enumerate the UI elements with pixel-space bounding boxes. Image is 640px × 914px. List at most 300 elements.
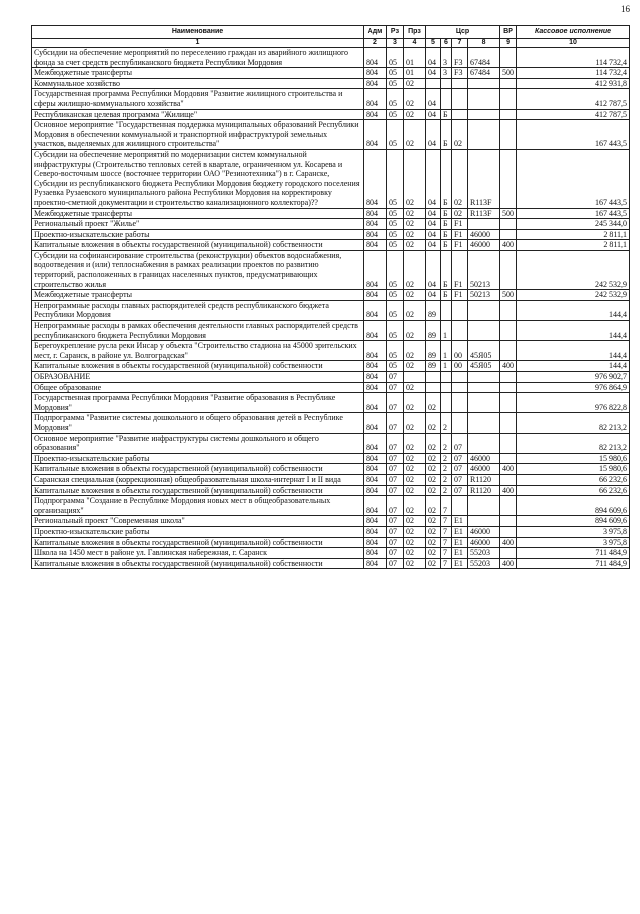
- row-vr: [500, 548, 517, 559]
- row-name: Субсидии на софинансирование строительства (реконструкции) объектов водоснабжения, водоотведения и (или) теплоснабжения в рамках реализации проектов по развитию территорий, расположенных в границах населенных пунктов, предусматривающих строительство жилья: [32, 250, 364, 289]
- row-prz: 02: [404, 208, 426, 219]
- row-csr-program: 02: [426, 516, 441, 527]
- col-number: 2: [364, 39, 387, 48]
- row-prz: [404, 372, 426, 383]
- row-prz: 02: [404, 219, 426, 230]
- row-prz: 02: [404, 413, 426, 433]
- row-amount: 711 484,9: [517, 558, 630, 569]
- row-adm: 804: [364, 290, 387, 301]
- row-rz: 05: [387, 149, 404, 208]
- row-csr-subprogram: [441, 89, 452, 109]
- row-csr-event: 00: [452, 341, 468, 361]
- col-number: 7: [452, 39, 468, 48]
- row-name: Общее образование: [32, 382, 364, 393]
- row-csr-subprogram: 1: [441, 321, 452, 341]
- row-name: Проектно-изыскательские работы: [32, 453, 364, 464]
- row-prz: 02: [404, 229, 426, 240]
- row-name: Региональный проект "Жилье": [32, 219, 364, 230]
- row-csr-subprogram: Б: [441, 149, 452, 208]
- row-csr-event: E1: [452, 558, 468, 569]
- row-vr: [500, 120, 517, 150]
- row-csr-program: 02: [426, 413, 441, 433]
- row-amount: 144,4: [517, 321, 630, 341]
- row-rz: 05: [387, 300, 404, 320]
- row-csr-event: 07: [452, 453, 468, 464]
- table-row: [32, 526, 630, 537]
- row-rz: 07: [387, 485, 404, 496]
- row-adm: 804: [364, 300, 387, 320]
- row-name: Капитальные вложения в объекты государственной (муниципальной) собственности: [32, 240, 364, 251]
- header-exec: Кассовое исполнение: [517, 26, 630, 39]
- row-rz: 07: [387, 372, 404, 383]
- row-csr-direction: R113F: [468, 208, 500, 219]
- row-name: Непрограммные расходы главных распорядителей средств республиканского бюджета Республики Мордовия: [32, 300, 364, 320]
- row-adm: 804: [364, 68, 387, 79]
- row-adm: 804: [364, 240, 387, 251]
- row-csr-program: 04: [426, 109, 441, 120]
- row-name: Межбюджетные трансферты: [32, 208, 364, 219]
- row-name: Берегоукрепление русла реки Инсар у объекта "Строительство стадиона на 45000 зрительских мест, г. Саранск, в районе ул. Волгоградская": [32, 341, 364, 361]
- col-number: 6: [441, 39, 452, 48]
- row-csr-event: 02: [452, 120, 468, 150]
- row-rz: 05: [387, 78, 404, 89]
- header-vr: ВР: [500, 26, 517, 39]
- row-vr: 400: [500, 464, 517, 475]
- row-adm: 804: [364, 361, 387, 372]
- row-csr-event: [452, 300, 468, 320]
- row-csr-direction: R1120: [468, 474, 500, 485]
- row-amount: 15 980,6: [517, 453, 630, 464]
- table-row: [32, 453, 630, 464]
- row-csr-subprogram: 2: [441, 485, 452, 496]
- row-csr-subprogram: 7: [441, 526, 452, 537]
- row-rz: 05: [387, 361, 404, 372]
- col-number: 9: [500, 39, 517, 48]
- row-prz: 02: [404, 464, 426, 475]
- row-rz: 05: [387, 341, 404, 361]
- table-row: [32, 219, 630, 230]
- table-row: [32, 464, 630, 475]
- row-csr-direction: [468, 433, 500, 453]
- row-csr-subprogram: [441, 393, 452, 413]
- row-rz: 07: [387, 453, 404, 464]
- table-row: [32, 78, 630, 89]
- row-prz: 02: [404, 240, 426, 251]
- row-csr-direction: 67484: [468, 68, 500, 79]
- row-csr-direction: 46000: [468, 453, 500, 464]
- row-csr-program: 02: [426, 393, 441, 413]
- row-vr: [500, 413, 517, 433]
- row-prz: 02: [404, 321, 426, 341]
- table-row: [32, 300, 630, 320]
- row-rz: 05: [387, 219, 404, 230]
- row-name: Капитальные вложения в объекты государственной (муниципальной) собственности: [32, 537, 364, 548]
- table-row: [32, 341, 630, 361]
- row-csr-program: 04: [426, 120, 441, 150]
- row-csr-event: [452, 413, 468, 433]
- table-row: [32, 548, 630, 559]
- row-vr: [500, 372, 517, 383]
- row-vr: [500, 89, 517, 109]
- row-adm: 804: [364, 382, 387, 393]
- row-csr-subprogram: 7: [441, 548, 452, 559]
- row-amount: 144,4: [517, 300, 630, 320]
- row-csr-event: 07: [452, 464, 468, 475]
- row-csr-direction: R1120: [468, 485, 500, 496]
- row-csr-event: [452, 496, 468, 516]
- row-prz: 02: [404, 120, 426, 150]
- row-csr-event: F3: [452, 68, 468, 79]
- table-row: [32, 474, 630, 485]
- budget-table: [31, 25, 630, 569]
- table-row: [32, 413, 630, 433]
- row-rz: 05: [387, 250, 404, 289]
- row-csr-program: 04: [426, 290, 441, 301]
- row-csr-program: 02: [426, 548, 441, 559]
- row-name: Основное мероприятие "Государственная поддержка муниципальных образований Республики Мордовия в обеспечении коммунальной и транспортной инфраструктурой земельных участков, выделяемых для жилищного строительства": [32, 120, 364, 150]
- row-csr-direction: [468, 372, 500, 383]
- row-adm: 804: [364, 250, 387, 289]
- row-csr-direction: [468, 382, 500, 393]
- row-csr-subprogram: Б: [441, 120, 452, 150]
- row-csr-event: 02: [452, 208, 468, 219]
- row-csr-direction: 45Я05: [468, 361, 500, 372]
- row-rz: 05: [387, 208, 404, 219]
- row-amount: 894 609,6: [517, 516, 630, 527]
- row-adm: 804: [364, 229, 387, 240]
- row-name: Подпрограмма "Создание в Республике Мордовия новых мест в общеобразовательных организациях": [32, 496, 364, 516]
- row-csr-program: 02: [426, 464, 441, 475]
- row-adm: 804: [364, 372, 387, 383]
- row-adm: 804: [364, 453, 387, 464]
- row-csr-program: 89: [426, 341, 441, 361]
- row-prz: 02: [404, 78, 426, 89]
- row-vr: [500, 78, 517, 89]
- table-row: [32, 120, 630, 150]
- row-csr-subprogram: Б: [441, 219, 452, 230]
- row-csr-direction: [468, 496, 500, 516]
- row-rz: 05: [387, 68, 404, 79]
- col-number: 8: [468, 39, 500, 48]
- row-amount: 242 532,9: [517, 290, 630, 301]
- row-rz: 07: [387, 558, 404, 569]
- row-csr-event: [452, 89, 468, 109]
- row-csr-subprogram: Б: [441, 290, 452, 301]
- row-amount: 15 980,6: [517, 464, 630, 475]
- row-csr-program: 04: [426, 149, 441, 208]
- row-adm: 804: [364, 89, 387, 109]
- row-amount: 114 732,4: [517, 68, 630, 79]
- row-rz: 05: [387, 321, 404, 341]
- row-csr-program: 02: [426, 496, 441, 516]
- row-prz: 02: [404, 558, 426, 569]
- row-vr: [500, 250, 517, 289]
- table-row: [32, 393, 630, 413]
- row-amount: 976 822,8: [517, 393, 630, 413]
- table-row: [32, 361, 630, 372]
- row-csr-program: [426, 78, 441, 89]
- row-adm: 804: [364, 341, 387, 361]
- row-prz: 02: [404, 341, 426, 361]
- row-csr-event: [452, 109, 468, 120]
- header-csr: Цср: [426, 26, 500, 39]
- row-amount: 3 975,8: [517, 537, 630, 548]
- table-row: [32, 485, 630, 496]
- table-row: [32, 48, 630, 68]
- row-vr: [500, 433, 517, 453]
- row-csr-subprogram: 2: [441, 474, 452, 485]
- row-csr-program: 04: [426, 219, 441, 230]
- row-name: Капитальные вложения в объекты государственной (муниципальной) собственности: [32, 558, 364, 569]
- row-vr: [500, 382, 517, 393]
- row-amount: 66 232,6: [517, 485, 630, 496]
- row-amount: 242 532,9: [517, 250, 630, 289]
- table-row: [32, 89, 630, 109]
- row-csr-direction: 46000: [468, 526, 500, 537]
- row-adm: 804: [364, 149, 387, 208]
- row-amount: 412 931,8: [517, 78, 630, 89]
- table-row: [32, 250, 630, 289]
- row-name: Государственная программа Республики Мордовия "Развитие жилищного строительства и сферы жилищно-коммунального хозяйства": [32, 89, 364, 109]
- row-csr-program: 04: [426, 250, 441, 289]
- row-prz: 02: [404, 496, 426, 516]
- row-amount: 3 975,8: [517, 526, 630, 537]
- row-name: Проектно-изыскательские работы: [32, 526, 364, 537]
- row-prz: 01: [404, 68, 426, 79]
- row-csr-event: 07: [452, 433, 468, 453]
- row-vr: 500: [500, 208, 517, 219]
- row-adm: 804: [364, 219, 387, 230]
- table-row: [32, 372, 630, 383]
- row-prz: 02: [404, 474, 426, 485]
- row-csr-subprogram: Б: [441, 250, 452, 289]
- row-amount: 412 787,5: [517, 109, 630, 120]
- row-adm: 804: [364, 516, 387, 527]
- row-amount: 976 902,7: [517, 372, 630, 383]
- table-row: [32, 240, 630, 251]
- row-amount: 82 213,2: [517, 413, 630, 433]
- row-adm: 804: [364, 321, 387, 341]
- row-vr: 500: [500, 68, 517, 79]
- row-name: Непрограммные расходы в рамках обеспечения деятельности главных распорядителей средств республиканского бюджета Республики Мордовия: [32, 321, 364, 341]
- row-name: Капитальные вложения в объекты государственной (муниципальной) собственности: [32, 464, 364, 475]
- row-name: Субсидии на обеспечение мероприятий по модернизации систем коммунальной инфраструктуры (Строительство тепловых сетей в квартале, ограниченном ул. Косарева и Северо-восточным шоссе (восточнее территории ОАО "Резинотехника") в г. Саранске, Субсидии из республиканского бюджета Республики Мордовия бюджету городского поселения Рузаевка Рузаевского муниципального района Республики Мордовия на корректировку проектно-сметной документации и строительство канализационного коллектора)??: [32, 149, 364, 208]
- header-name: Наименование: [32, 26, 364, 39]
- row-csr-subprogram: [441, 78, 452, 89]
- header-row: [32, 26, 630, 39]
- row-name: Межбюджетные трансферты: [32, 290, 364, 301]
- row-csr-event: 07: [452, 474, 468, 485]
- row-csr-event: [452, 321, 468, 341]
- row-csr-direction: [468, 321, 500, 341]
- row-prz: 02: [404, 290, 426, 301]
- row-adm: 804: [364, 526, 387, 537]
- row-adm: 804: [364, 109, 387, 120]
- row-amount: 167 443,5: [517, 149, 630, 208]
- column-number-row: [32, 39, 630, 48]
- row-csr-program: [426, 372, 441, 383]
- row-amount: 245 344,0: [517, 219, 630, 230]
- row-csr-event: F3: [452, 48, 468, 68]
- row-vr: 400: [500, 240, 517, 251]
- row-csr-direction: 50213: [468, 290, 500, 301]
- row-vr: [500, 149, 517, 208]
- row-csr-program: 02: [426, 558, 441, 569]
- row-csr-direction: 50213: [468, 250, 500, 289]
- table-row: [32, 537, 630, 548]
- row-csr-program: 89: [426, 361, 441, 372]
- row-prz: 02: [404, 382, 426, 393]
- row-vr: 400: [500, 537, 517, 548]
- row-name: ОБРАЗОВАНИЕ: [32, 372, 364, 383]
- row-adm: 804: [364, 78, 387, 89]
- row-csr-program: 02: [426, 453, 441, 464]
- row-prz: 02: [404, 250, 426, 289]
- row-csr-event: E1: [452, 548, 468, 559]
- row-rz: 05: [387, 120, 404, 150]
- row-csr-direction: [468, 78, 500, 89]
- row-csr-subprogram: Б: [441, 240, 452, 251]
- row-adm: 804: [364, 558, 387, 569]
- row-csr-subprogram: 1: [441, 341, 452, 361]
- row-csr-subprogram: 7: [441, 558, 452, 569]
- table-row: [32, 496, 630, 516]
- row-csr-program: 02: [426, 474, 441, 485]
- row-csr-direction: [468, 219, 500, 230]
- row-csr-direction: [468, 516, 500, 527]
- row-adm: 804: [364, 496, 387, 516]
- table-row: [32, 149, 630, 208]
- row-csr-direction: [468, 120, 500, 150]
- row-csr-subprogram: 2: [441, 433, 452, 453]
- row-csr-subprogram: 7: [441, 516, 452, 527]
- row-adm: 804: [364, 120, 387, 150]
- header-adm: Адм: [364, 26, 387, 39]
- row-amount: 114 732,4: [517, 48, 630, 68]
- row-amount: 66 232,6: [517, 474, 630, 485]
- row-csr-subprogram: 2: [441, 453, 452, 464]
- col-number: 1: [32, 39, 364, 48]
- row-amount: 976 864,9: [517, 382, 630, 393]
- row-amount: 2 811,1: [517, 240, 630, 251]
- row-csr-program: 04: [426, 48, 441, 68]
- col-number: 3: [387, 39, 404, 48]
- row-vr: 400: [500, 558, 517, 569]
- row-vr: [500, 229, 517, 240]
- row-rz: 05: [387, 109, 404, 120]
- row-csr-subprogram: 7: [441, 496, 452, 516]
- row-csr-direction: [468, 300, 500, 320]
- row-adm: 804: [364, 537, 387, 548]
- row-vr: [500, 496, 517, 516]
- row-prz: 02: [404, 516, 426, 527]
- row-csr-direction: [468, 393, 500, 413]
- row-csr-subprogram: Б: [441, 229, 452, 240]
- table-row: [32, 68, 630, 79]
- row-vr: [500, 109, 517, 120]
- row-prz: 02: [404, 361, 426, 372]
- row-csr-program: 04: [426, 240, 441, 251]
- row-vr: [500, 48, 517, 68]
- row-csr-program: 89: [426, 321, 441, 341]
- row-adm: 804: [364, 208, 387, 219]
- row-rz: 07: [387, 526, 404, 537]
- row-amount: 711 484,9: [517, 548, 630, 559]
- row-adm: 804: [364, 48, 387, 68]
- row-amount: 167 443,5: [517, 120, 630, 150]
- row-amount: 894 609,6: [517, 496, 630, 516]
- row-rz: 07: [387, 474, 404, 485]
- row-csr-event: 02: [452, 149, 468, 208]
- row-csr-event: 00: [452, 361, 468, 372]
- row-rz: 05: [387, 290, 404, 301]
- row-prz: 02: [404, 393, 426, 413]
- row-prz: 02: [404, 109, 426, 120]
- row-csr-event: F1: [452, 219, 468, 230]
- row-vr: [500, 393, 517, 413]
- row-csr-direction: 45Я05: [468, 341, 500, 361]
- col-number: 5: [426, 39, 441, 48]
- row-csr-event: [452, 393, 468, 413]
- row-csr-program: 02: [426, 433, 441, 453]
- row-csr-subprogram: 3: [441, 68, 452, 79]
- row-prz: 02: [404, 548, 426, 559]
- row-csr-direction: [468, 89, 500, 109]
- row-csr-program: [426, 382, 441, 393]
- row-vr: [500, 474, 517, 485]
- row-csr-event: [452, 78, 468, 89]
- header-prz: Прз: [404, 26, 426, 39]
- row-csr-subprogram: 2: [441, 413, 452, 433]
- table-row: [32, 109, 630, 120]
- table-row: [32, 321, 630, 341]
- row-prz: 02: [404, 433, 426, 453]
- row-adm: 804: [364, 393, 387, 413]
- row-csr-direction: 67484: [468, 48, 500, 68]
- row-csr-subprogram: Б: [441, 109, 452, 120]
- row-name: Субсидии на обеспечение мероприятий по переселению граждан из аварийного жилищного фонда за счет средств республиканского бюджета Республики Мордовия: [32, 48, 364, 68]
- row-prz: 02: [404, 537, 426, 548]
- row-csr-direction: 55203: [468, 548, 500, 559]
- row-csr-program: 04: [426, 68, 441, 79]
- row-name: Республиканская целевая программа "Жилище": [32, 109, 364, 120]
- row-name: Капитальные вложения в объекты государственной (муниципальной) собственности: [32, 361, 364, 372]
- row-prz: 02: [404, 149, 426, 208]
- row-amount: 167 443,5: [517, 208, 630, 219]
- row-csr-direction: 46000: [468, 240, 500, 251]
- row-adm: 804: [364, 548, 387, 559]
- row-adm: 804: [364, 433, 387, 453]
- row-adm: 804: [364, 464, 387, 475]
- row-rz: 07: [387, 433, 404, 453]
- row-csr-program: 04: [426, 229, 441, 240]
- row-rz: 07: [387, 382, 404, 393]
- row-amount: 144,4: [517, 361, 630, 372]
- row-prz: 01: [404, 48, 426, 68]
- row-name: Коммунальное хозяйство: [32, 78, 364, 89]
- row-csr-direction: [468, 413, 500, 433]
- row-vr: 400: [500, 361, 517, 372]
- table-row: [32, 382, 630, 393]
- row-adm: 804: [364, 413, 387, 433]
- row-prz: 02: [404, 485, 426, 496]
- row-csr-program: 04: [426, 208, 441, 219]
- row-csr-direction: 46000: [468, 537, 500, 548]
- row-csr-program: 02: [426, 537, 441, 548]
- row-name: Школа на 1450 мест в районе ул. Гавлинская набережная, г. Саранск: [32, 548, 364, 559]
- row-prz: 02: [404, 453, 426, 464]
- row-csr-program: 02: [426, 526, 441, 537]
